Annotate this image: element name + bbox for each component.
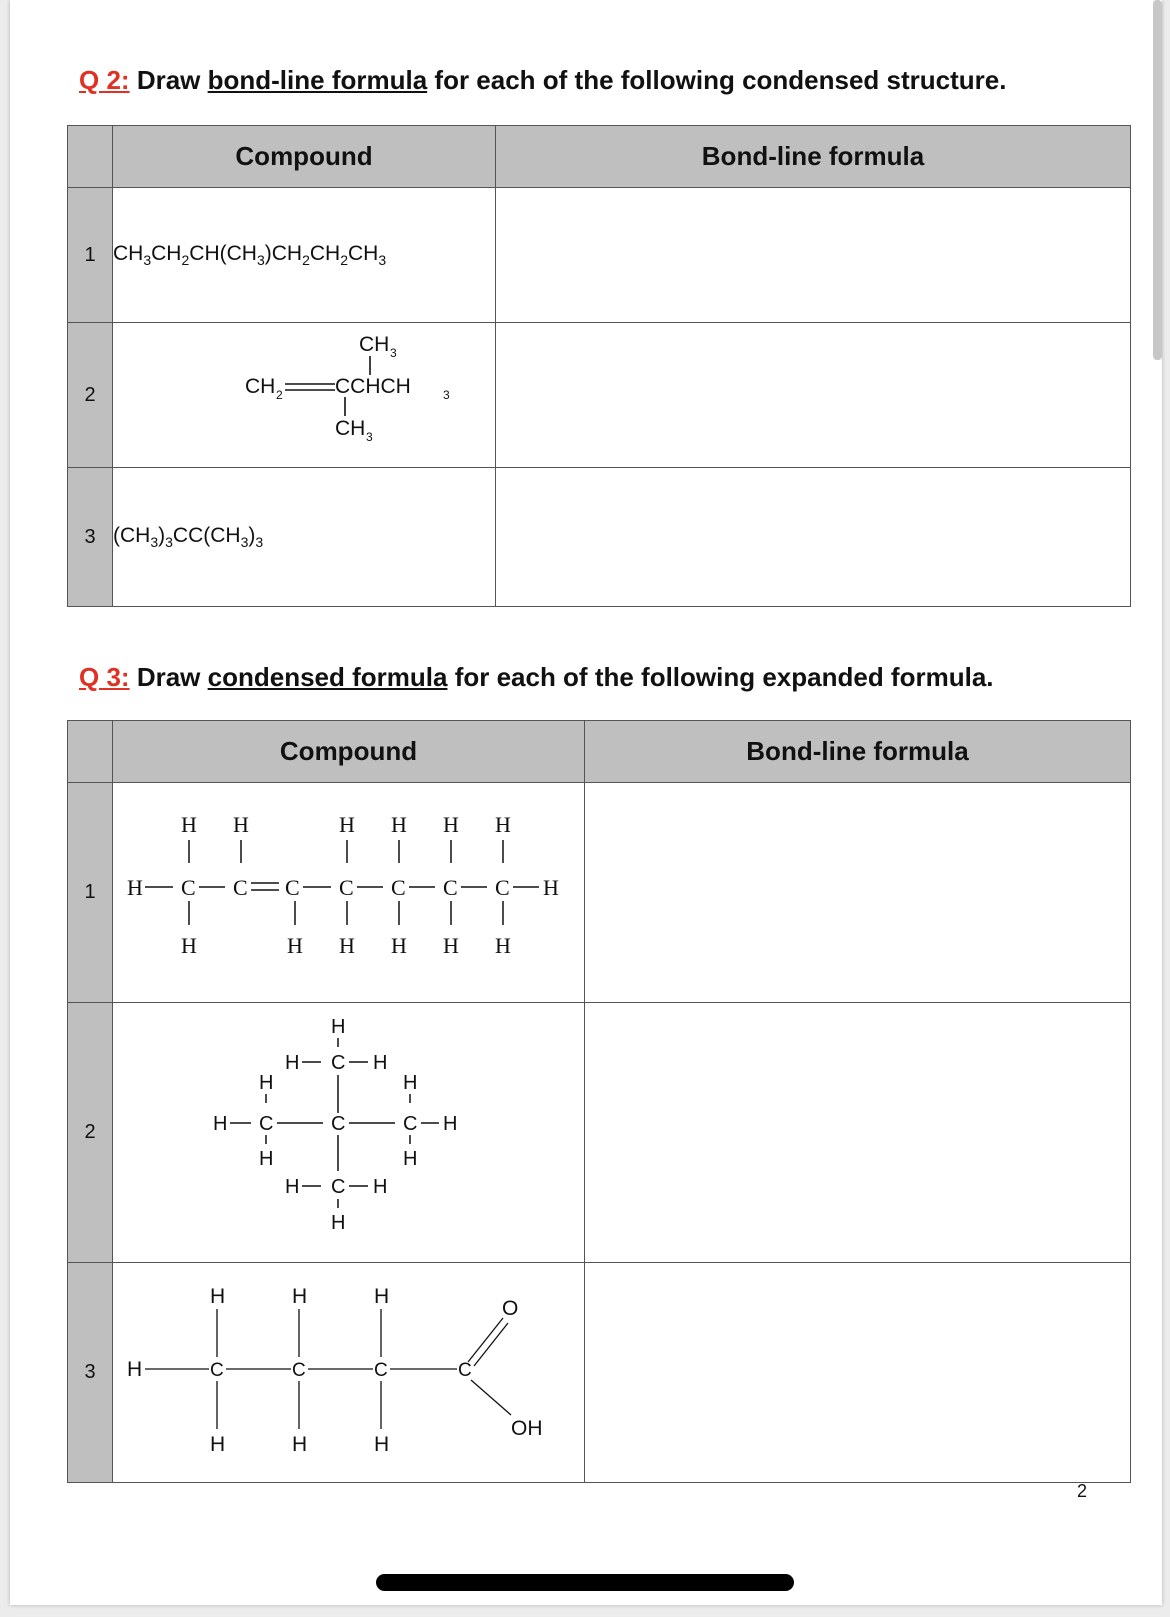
- formula-sub: 3: [378, 252, 387, 269]
- table-row: [68, 1263, 1131, 1483]
- atom-c: C: [210, 1360, 224, 1381]
- q2-answer-box-2[interactable]: [496, 323, 1131, 468]
- q2-compound-2: [113, 323, 496, 468]
- formula-part: CH(CH: [189, 241, 257, 265]
- formula-part: CH: [348, 241, 379, 265]
- formula-sub: 2: [181, 252, 190, 269]
- table-row: [68, 188, 1131, 323]
- atom-h: H: [339, 812, 355, 837]
- atom-c: C: [331, 1113, 346, 1135]
- atom-h: H: [181, 812, 197, 837]
- q3-header-answer: Bond-line formula: [585, 721, 1131, 783]
- atom-c: C: [259, 1113, 274, 1135]
- formula-part: CH: [113, 241, 144, 265]
- atom-h: H: [331, 1212, 346, 1234]
- atom-c: C: [233, 875, 248, 900]
- atom-c: C: [403, 1113, 418, 1135]
- q2-number: Q 2:: [79, 65, 130, 95]
- atom-h: H: [213, 1113, 228, 1135]
- atom-c: C: [443, 875, 458, 900]
- q3-answer-box-1[interactable]: [585, 783, 1131, 1003]
- page-number: 2: [1077, 1481, 1088, 1501]
- formula-sub: 3: [256, 252, 265, 269]
- atom-h: H: [374, 1285, 390, 1308]
- atom-subscript: 2: [276, 388, 283, 402]
- atom-h: H: [292, 1285, 308, 1308]
- formula-part: )CH: [264, 241, 303, 265]
- formula-sub: 2: [302, 252, 310, 269]
- row-number: 2: [68, 1003, 113, 1263]
- q2-answer-box-3[interactable]: [496, 468, 1131, 607]
- formula-sub: 3: [150, 534, 159, 551]
- q2-structure-2: [113, 323, 495, 462]
- row-number: 2: [68, 323, 113, 468]
- atom-c: C: [181, 875, 196, 900]
- atom-c: C: [374, 1360, 388, 1381]
- table-row: [68, 468, 1131, 607]
- atom-c: C: [292, 1360, 306, 1381]
- q3-answer-box-3[interactable]: [585, 1263, 1131, 1483]
- formula-part: ): [158, 523, 166, 547]
- q2-underlined-term: bond-line formula: [207, 65, 428, 95]
- atom-h: H: [391, 933, 407, 958]
- q3-text-after: for each of the following expanded formula.: [454, 662, 994, 692]
- atom-c: C: [285, 875, 300, 900]
- atom-h: H: [210, 1433, 226, 1456]
- atom-h: H: [259, 1072, 274, 1094]
- atom-h: H: [339, 933, 355, 958]
- atom-h: H: [443, 933, 459, 958]
- table-row: [68, 783, 1131, 1003]
- q3-header-corner: [68, 721, 113, 783]
- q2-header-row: [68, 126, 1131, 188]
- atom-c: C: [458, 1360, 472, 1381]
- q3-header-compound: Compound: [113, 721, 585, 783]
- atom-c: C: [331, 1052, 346, 1074]
- q3-compound-3: [113, 1263, 585, 1483]
- formula-part: (CH: [113, 523, 151, 547]
- atom-c: C: [495, 875, 510, 900]
- atom-label: CCHCH: [335, 375, 411, 398]
- atom-h: H: [374, 1433, 390, 1456]
- q2-header-answer: Bond-line formula: [496, 126, 1131, 188]
- atom-h: H: [443, 812, 459, 837]
- atom-subscript: 3: [390, 346, 397, 360]
- q2-compound-1: [113, 188, 496, 323]
- q2-table: [67, 125, 1131, 607]
- atom-h: H: [373, 1052, 388, 1074]
- formula-sub: 3: [255, 534, 264, 551]
- q3-text-before: Draw: [136, 662, 201, 692]
- double-bond-line: [474, 1323, 508, 1366]
- formula-sub: 3: [165, 534, 173, 551]
- atom-h: H: [233, 812, 249, 837]
- formula-sub: 3: [240, 534, 249, 551]
- atom-c: C: [331, 1176, 346, 1198]
- bond-line: [471, 1380, 511, 1415]
- atom-h: H: [403, 1148, 418, 1170]
- row-number: 1: [68, 188, 113, 323]
- scrollbar[interactable]: [1153, 0, 1162, 360]
- formula-part: CH: [309, 241, 341, 265]
- q3-number: Q 3:: [79, 662, 130, 692]
- table-row: [68, 323, 1131, 468]
- atom-subscript: 3: [366, 430, 373, 444]
- q3-table: [67, 720, 1131, 1483]
- formula-part: CH: [151, 241, 182, 265]
- atom-label: CH: [335, 417, 366, 440]
- q2-heading: [79, 65, 1006, 96]
- atom-h: H: [495, 812, 511, 837]
- atom-c: C: [391, 875, 406, 900]
- double-bond-line: [468, 1318, 503, 1362]
- q3-answer-box-2[interactable]: [585, 1003, 1131, 1263]
- formula-part: ): [248, 523, 256, 547]
- atom-h: H: [181, 933, 197, 958]
- atom-h: H: [292, 1433, 308, 1456]
- row-number: 1: [68, 783, 113, 1003]
- q3-heading: [79, 662, 994, 693]
- q3-structure-1: [113, 783, 584, 997]
- q3-structure-3: [113, 1263, 584, 1477]
- q3-underlined-term: condensed formula: [207, 662, 448, 692]
- q2-header-compound: Compound: [113, 126, 496, 188]
- row-number: 3: [68, 1263, 113, 1483]
- atom-h: H: [443, 1113, 458, 1135]
- atom-h: H: [373, 1176, 388, 1198]
- formula-sub: 2: [340, 252, 348, 269]
- table-row: [68, 1003, 1131, 1263]
- q2-header-corner: [68, 126, 113, 188]
- atom-h: H: [285, 1052, 300, 1074]
- atom-subscript: 3: [443, 388, 450, 402]
- row-number: 3: [68, 468, 113, 607]
- formula-part: CC(CH: [172, 523, 241, 547]
- home-indicator[interactable]: [376, 1574, 794, 1591]
- q3-compound-2: [113, 1003, 585, 1263]
- atom-h: H: [285, 1176, 300, 1198]
- atom-oh: OH: [511, 1417, 543, 1440]
- atom-o: O: [502, 1297, 519, 1320]
- atom-h: H: [331, 1016, 346, 1038]
- atom-c: C: [339, 875, 354, 900]
- atom-h: H: [391, 812, 407, 837]
- atom-h: H: [210, 1285, 226, 1308]
- atom-h: H: [127, 875, 143, 900]
- atom-h: H: [127, 1358, 143, 1381]
- formula-sub: 3: [143, 252, 152, 269]
- atom-h: H: [495, 933, 511, 958]
- q2-text-after: for each of the following condensed structure.: [434, 65, 1007, 95]
- atom-h: H: [259, 1148, 274, 1170]
- atom-h: H: [543, 875, 559, 900]
- atom-h: H: [287, 933, 303, 958]
- atom-h: H: [403, 1072, 418, 1094]
- q2-compound-3: [113, 468, 496, 607]
- q3-structure-2: [113, 1003, 584, 1257]
- q2-answer-box-1[interactable]: [496, 188, 1131, 323]
- q3-header-row: [68, 721, 1131, 783]
- atom-label: CH: [359, 333, 390, 356]
- atom-label: CH: [245, 375, 276, 398]
- q3-compound-1: [113, 783, 585, 1003]
- q2-text-before: Draw: [136, 65, 201, 95]
